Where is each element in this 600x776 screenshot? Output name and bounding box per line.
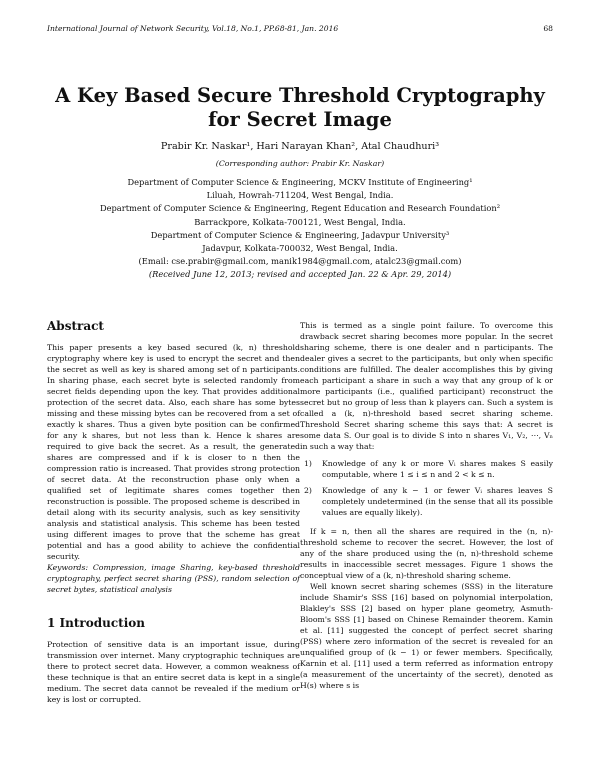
affiliation-line: Department of Computer Science & Engineering, Regent Education and Research Foundation²	[99, 203, 501, 214]
paragraph: This is termed as a single point failure. To overcome this drawback secret sharing becomes more popular. In the secret sharing scheme, there is one dealer and n participants. The dealer gives a secret to the participants, but only when specific conditions are fulfilled. The dealer accomplishes this by giving each participant a share in such a way that any group of k or more participants (i.e., qualified participant) reconstruct the secret but no group of less than k players can. Such a system is called a (k, n)-threshold based secret sharing scheme. Threshold Secret sharing scheme this says that: A secret is some data S. Our goal is to divide S into n shares V₁, V₂, ⋯, Vₙ in such a way that:	[300, 321, 553, 451]
journal-citation: International Journal of Network Security, Vol.18, No.1, PP.68-81, Jan. 2016	[47, 24, 339, 33]
list-number: 1)	[304, 459, 312, 468]
abstract-body: This paper presents a key based secured (k, n) threshold cryptography where key is used to encrypt the secret and then the secret as well as key is shared among set of n participants. In sharing phase, each secret byte is selected randomly from secret fields depending upon the key. That provides additional protection of the secret data. Also, each share has some bytes missing and these missing bytes can be recovered from a set of exactly k shares. Thus a given byte position can be confirmed for any k shares, but not less than k. Hence k shares are required to give back the secret. As a result, the generated shares are compressed and if k is closer to n then the compression ratio is increased. That provides strong protection of secret data. At the reconstruction phase only when a qualified set of legitimate shares comes together then reconstruction is possible. The proposed scheme is described in detail along with its security analysis, such as key sensitivity analysis and statistical analysis. This scheme has been tested using different images to prove that the scheme has great potential and has a good ability to achieve the confidential security.	[47, 343, 300, 561]
page-number: 68	[543, 24, 553, 33]
introduction-heading: 1 Introduction	[47, 616, 145, 630]
running-header	[47, 24, 553, 33]
email-line: (Email: cse.prabir@gmail.com, manik1984@gmail.com, atalc23@gmail.com)	[138, 256, 462, 267]
left-column	[47, 318, 300, 705]
list-text: Knowledge of any k − 1 or fewer Vᵢ shares leaves S completely undetermined (in the sense that all its possible values are equally likely).	[322, 486, 553, 517]
corresponding-author: (Corresponding author: Prabir Kr. Naskar)	[215, 159, 385, 168]
list-item	[300, 458, 553, 480]
condition-list	[300, 458, 553, 518]
abstract-heading: Abstract	[47, 319, 104, 333]
affiliation-line: Department of Computer Science & Engineering, Jadavpur University³	[150, 229, 450, 240]
paper-title: A Key Based Secure Threshold Cryptography for Secret Image	[55, 84, 545, 131]
affiliation-line: Jadavpur, Kolkata-700032, West Bengal, India.	[202, 243, 398, 254]
paragraph: Well known secret sharing schemes (SSS) in the literature include Shamir's SSS [16] based on polynomial interpolation, Blakley's SSS [2] based on hyper plane geometry, Asmuth-Bloom's SSS [1] based on Chinese Remainder theorem. Kamin et al. [11] suggested the concept of perfect secret sharing (PSS) where zero information of the secret is revealed for an unqualified group of (k − 1) or fewer members. Specifically, Karnin et al. [11] used a term referred as information entropy (a measurement of the uncertainty of the secret), denoted as H(s) where s is	[300, 582, 553, 690]
list-item	[300, 485, 553, 518]
list-text: Knowledge of any k or more Vᵢ shares makes S easily computable, where 1 ≤ i ≤ n and 2 < k ≤ n.	[322, 459, 553, 479]
affiliation-line: Department of Computer Science & Engineering, MCKV Institute of Engineering¹	[127, 177, 473, 187]
affiliations	[0, 176, 600, 282]
author-list: Prabir Kr. Naskar¹, Hari Narayan Khan², Atal Chaudhuri³	[160, 141, 440, 152]
received-dates: (Received June 12, 2013; revised and accepted Jan. 22 & Apr. 29, 2014)	[148, 269, 452, 280]
affiliation-line: Liluah, Howrah-711204, West Bengal, India.	[206, 190, 394, 201]
right-column	[300, 320, 553, 691]
list-number: 2)	[304, 486, 312, 495]
introduction-body: Protection of sensitive data is an important issue, during transmission over internet. Many cryptographic techniques are there to protect secret data. However, a common weakness of these technique is that an entire secret data is kept in a single medium. The secret data cannot be revealed if the medium or key is lost or corrupted.	[47, 640, 300, 704]
paragraph: If k = n, then all the shares are required in the (n, n)-threshold scheme to recover the secret. However, the lost of any of the share produced using the (n, n)-threshold scheme results in inaccessible secret messages. Figure 1 shows the conceptual view of a (k, n)-threshold sharing scheme.	[300, 527, 553, 580]
keywords: Keywords: Compression, image Sharing, key-based threshold cryptography, perfect secret sharing (PSS), random selection of secret bytes, statistical analysis	[47, 563, 300, 594]
affiliation-line: Barrackpore, Kolkata-700121, West Bengal, India.	[194, 216, 406, 227]
